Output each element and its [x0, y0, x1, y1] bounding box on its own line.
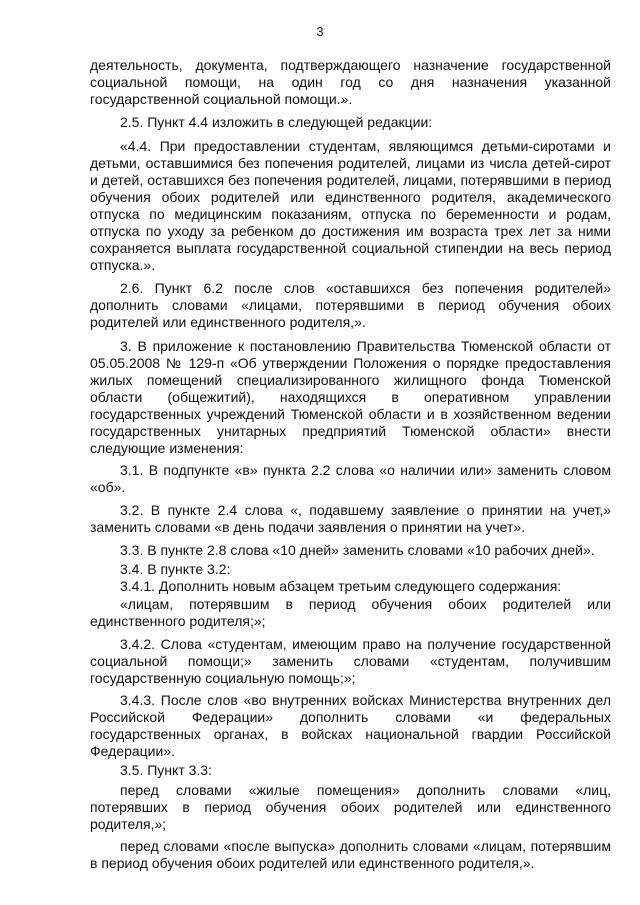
- text-line: 3.4.1. Дополнить новым абзацем третьим следующего содержания:: [120, 578, 562, 594]
- text-line: 3.4.3. После слов «во внутренних войсках Министерства внутренних дел: [120, 692, 611, 708]
- text-line: 05.05.2008 № 129-п «Об утверждении Положения о порядке предоставления: [90, 355, 611, 371]
- text-line: заменить словами «в день подачи заявления о принятии на учет».: [90, 519, 526, 535]
- text-line: области (общежитий), находящихся в оперативном управлении: [90, 389, 611, 405]
- text-line: государственных учреждений Тюменской области и в хозяйственном ведении: [90, 406, 611, 422]
- text-line: детьми, оставшимися без попечения родителей, лицами из числа детей-сирот: [90, 155, 611, 171]
- text-line: 3.1. В подпункте «в» пункта 2.2 слова «о наличии или» заменить словом: [120, 462, 611, 478]
- text-line: 3.3. В пункте 2.8 слова «10 дней» заменить словами «10 рабочих дней».: [120, 542, 595, 558]
- text-line: социальной помощи;» заменить словами «студентам, получившим: [90, 653, 611, 669]
- text-line: социальной помощи, на один год со дня назначения указанной: [90, 74, 611, 90]
- text-line: потерявших в период обучения обоих родителей или единственного: [90, 799, 611, 815]
- text-line: дополнить словами «лицами, потерявшими в период обучения обоих: [90, 297, 611, 313]
- text-line: единственного родителя;»;: [90, 613, 266, 629]
- text-line: «4.4. При предоставлении студентам, являющимся детьми-сиротами и: [120, 138, 611, 154]
- text-line: государственную социальную помощь;»;: [90, 670, 356, 686]
- text-line: Российской Федерации» дополнить словами «и федеральных: [90, 709, 611, 725]
- text-line: Федерации».: [90, 743, 175, 759]
- text-line: 3.5. Пункт 3.3:: [120, 762, 212, 778]
- text-line: государственных органах, в войсках национальной гвардии Российской: [90, 726, 611, 742]
- text-line: в период обучения обоих родителей или единственного родителя,».: [90, 855, 535, 871]
- text-line: государственной социальной помощи.».: [90, 91, 353, 107]
- text-line: «об».: [90, 479, 126, 495]
- text-line: 3.2. В пункте 2.4 слова «, подавшему заявление о принятии на учет,»: [120, 502, 611, 518]
- text-line: перед словами «жилые помещения» дополнить словами «лиц,: [120, 782, 611, 798]
- text-line: 3.4.2. Слова «студентам, имеющим право на получение государственной: [120, 636, 611, 652]
- text-line: деятельность, документа, подтверждающего назначение государственной: [90, 57, 611, 73]
- text-line: обучения обоих родителей или единственного родителя, академического: [90, 189, 611, 205]
- text-line: 2.6. Пункт 6.2 после слов «оставшихся без попечения родителей»: [120, 280, 611, 296]
- text-line: сохраняется выплата государственной социальной стипендии на весь период: [90, 240, 611, 256]
- text-line: перед словами «после выпуска» дополнить словами «лицам, потерявшим: [120, 838, 611, 854]
- text-line: 2.5. Пункт 4.4 изложить в следующей редакции:: [120, 114, 433, 130]
- text-line: «лицам, потерявшим в период обучения обоих родителей или: [120, 596, 611, 612]
- text-line: 3. В приложение к постановлению Правительства Тюменской области от: [120, 338, 611, 354]
- text-line: родителей или единственного родителя,».: [90, 314, 366, 330]
- text-line: родителя,»;: [90, 816, 167, 832]
- page-number: 3: [316, 24, 324, 39]
- text-line: отпуска.».: [90, 257, 156, 273]
- text-line: жилых помещений специализированного жилищного фонда Тюменской: [90, 372, 611, 388]
- text-line: отпуска по медицинским показаниям, отпуска по беременности и родам,: [90, 206, 611, 222]
- text-line: государственных унитарных предприятий Тюменской области» внести: [90, 423, 611, 439]
- text-line: 3.4. В пункте 3.2:: [120, 561, 231, 577]
- text-line: и детей, оставшихся без попечения родителей, лицами, потерявшими в период: [90, 172, 611, 188]
- text-line: следующие изменения:: [90, 440, 244, 456]
- text-line: отпуска по уходу за ребенком до достижения им возраста трех лет за ними: [90, 223, 611, 239]
